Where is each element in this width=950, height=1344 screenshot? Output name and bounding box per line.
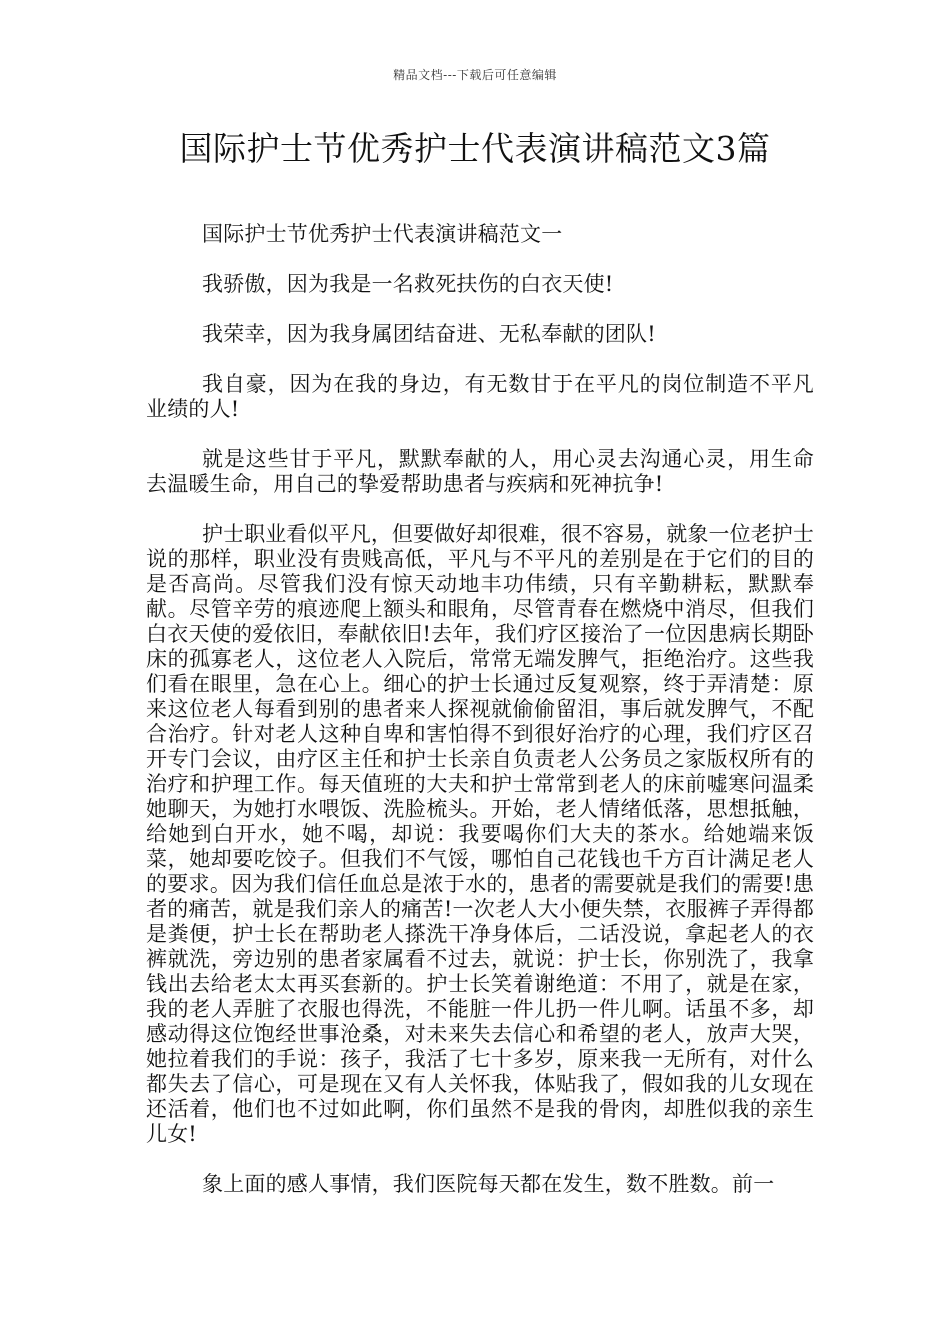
paragraph: 就是这些甘于平凡，默默奉献的人，用心灵去沟通心灵，用生命去温暖生命，用自己的挚爱帮助患者与疾病和死神抗争!: [146, 447, 814, 496]
paragraph-subtitle: 国际护士节优秀护士代表演讲稿范文一: [202, 222, 563, 246]
document-title: 国际护士节优秀护士代表演讲稿范文3篇: [179, 129, 771, 168]
paragraph: 我荣幸，因为我身属团结奋进、无私奉献的团队!: [202, 322, 656, 346]
paragraph-continued: 象上面的感人事情，我们医院每天都在发生，数不胜数。前一: [202, 1172, 775, 1196]
document-body: [146, 222, 814, 1222]
paragraph: 我自豪，因为在我的身边，有无数甘于在平凡的岗位制造不平凡业绩的人!: [146, 372, 814, 421]
paragraph-long: 护士职业看似平凡，但要做好却很难，很不容易，就象一位老护士说的那样，职业没有贵贱高低，平凡与不平凡的差别是在于它们的目的是否高尚。尽管我们没有惊天动地丰功伟绩，只有辛勤耕耘，默默奉献。尽管辛劳的痕迹爬上额头和眼角，尽管青春在燃烧中消尽，但我们白衣天使的爱依旧，奉献依旧!去年，我们疗区接治了一位因患病长期卧床的孤寡老人，这位老人入院后，常常无端发脾气，拒绝治疗。这些我们看在眼里，急在心上。细心的护士长通过反复观察，终于弄清楚：原来这位老人每看到别的患者来人探视就偷偷留泪，事后就发脾气，不配合治疗。针对老人这种自卑和害怕得不到很好治疗的心理，我们疗区召开专门会议，由疗区主任和护士长亲自负责老人公务员之家版权所有的治疗和护理工作。每天值班的大夫和护士常常到老人的床前嘘寒问温柔她聊天，为她打水喂饭、洗脸梳头。开始，老人情绪低落，思想抵触，给她到白开水，她不喝，却说：我要喝你们大夫的茶水。给她端来饭菜，她却要吃饺子。但我们不气馁，哪怕自己花钱也千方百计满足老人的要求。因为我们信任血总是浓于水的，患者的需要就是我们的需要!患者的痛苦，就是我们亲人的痛苦!一次老人大小便失禁，衣服裤子弄得都是粪便，护士长在帮助老人搽洗干净身体后，二话没说，拿起老人的衣裤就洗，旁边别的患者家属看不过去，就说：护士长，你别洗了，我拿钱出去给老太太再买套新的。护士长笑着谢绝道：不用了，就是在家，我的老人弄脏了衣服也得洗，不能脏一件儿扔一件儿啊。话虽不多，却感动得这位饱经世事沧桑，对未来失去信心和希望的老人，放声大哭，她拉着我们的手说：孩子，我活了七十多岁，原来我一无所有，对什么都失去了信心，可是现在又有人关怀我，体贴我了，假如我的儿女现在还活着，他们也不过如此啊，你们虽然不是我的骨肉，却胜似我的亲生儿女!: [146, 522, 814, 1146]
header-note: 精品文档---下载后可任意编辑: [393, 68, 557, 82]
paragraph: 我骄傲，因为我是一名救死扶伤的白衣天使!: [202, 272, 614, 296]
